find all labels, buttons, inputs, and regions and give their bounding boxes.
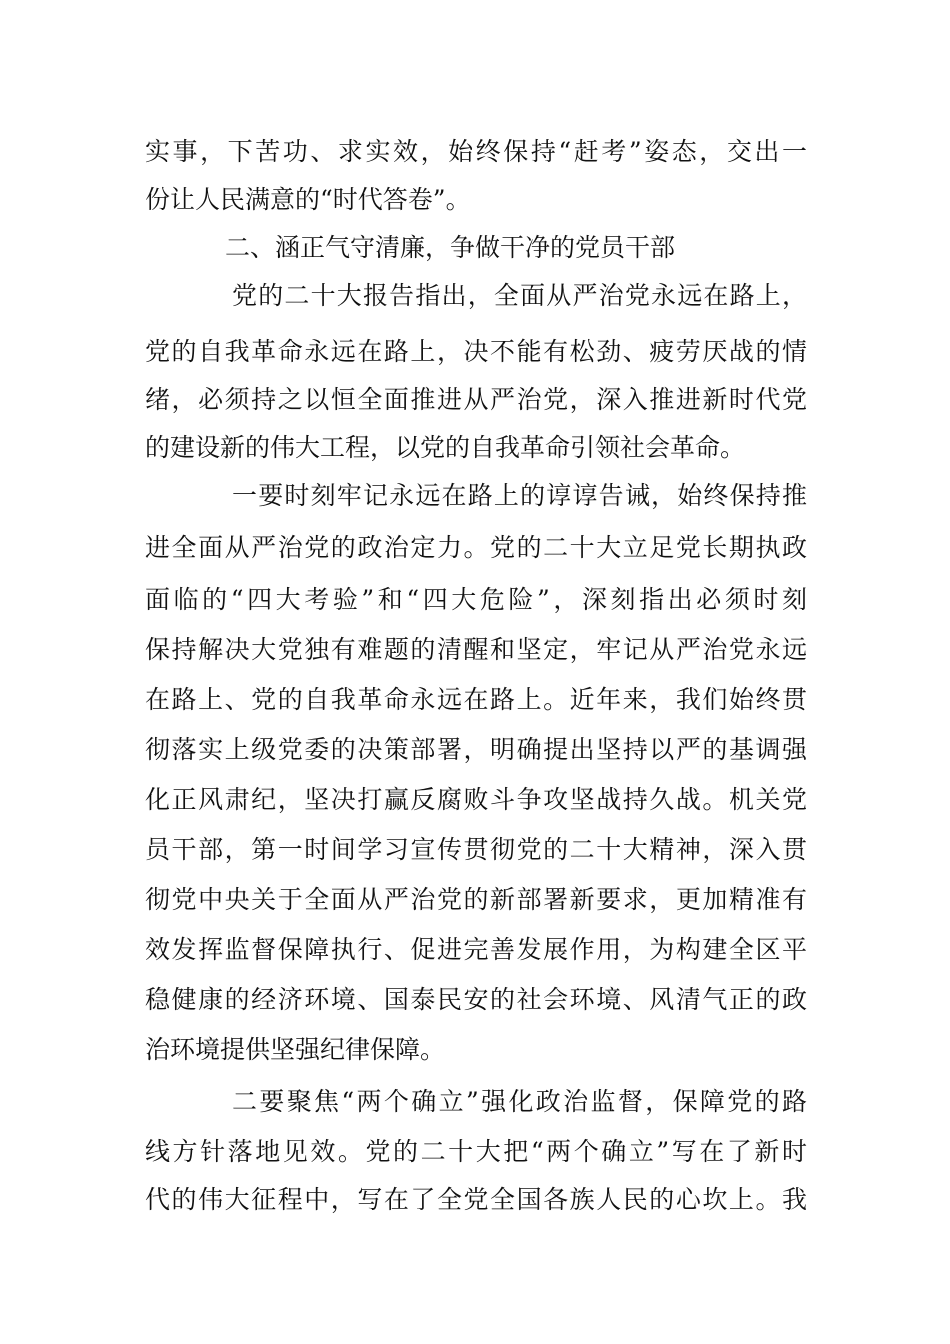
text-line: 的建设新的伟大工程，以党的自我革命引领社会革命。 (145, 433, 746, 462)
text-line: 保持解决大党独有难题的清醒和坚定，牢记从严治党永远 (145, 635, 807, 664)
text-line: 线方针落地见效。党的二十大把“两个确立”写在了新时 (145, 1137, 807, 1166)
text-line: 治环境提供坚强纪律保障。 (145, 1035, 446, 1064)
text-line: 彻落实上级党委的决策部署，明确提出坚持以严的基调强 (145, 735, 807, 764)
text-line: 效发挥监督保障执行、促进完善发展作用，为构建全区平 (145, 935, 807, 964)
text-line: 员干部，第一时间学习宣传贯彻党的二十大精神，深入贯 (145, 835, 807, 864)
text-line: 绪，必须持之以恒全面推进从严治党，深入推进新时代党 (145, 385, 807, 414)
text-line: 党的自我革命永远在路上，决不能有松劲、疲劳厌战的情 (145, 337, 807, 366)
text-line: 面临的“四大考验”和“四大危险”，深刻指出必须时刻 (145, 585, 807, 614)
section-heading: 二、涵正气守清廉，争做干净的党员干部 (225, 233, 676, 262)
text-line: 稳健康的经济环境、国泰民安的社会环境、风清气正的政 (145, 985, 807, 1014)
text-line: 代的伟大征程中，写在了全党全国各族人民的心坎上。我 (145, 1185, 807, 1214)
text-line: 在路上、党的自我革命永远在路上。近年来，我们始终贯 (145, 685, 807, 714)
text-line: 化正风肃纪，坚决打赢反腐败斗争攻坚战持久战。机关党 (145, 785, 807, 814)
text-line: 进全面从严治党的政治定力。党的二十大立足党长期执政 (145, 533, 807, 562)
text-line: 份让人民满意的“时代答卷”。 (145, 185, 471, 214)
text-line: 实事，下苦功、求实效，始终保持“赶考”姿态，交出一 (145, 137, 807, 166)
text-line: 二要聚焦“两个确立”强化政治监督，保障党的路 (232, 1087, 807, 1116)
text-line: 党的二十大报告指出，全面从严治党永远在路上， (232, 281, 807, 310)
text-line: 一要时刻牢记永远在路上的谆谆告诫，始终保持推 (232, 481, 807, 510)
text-line: 彻党中央关于全面从严治党的新部署新要求，更加精准有 (145, 885, 807, 914)
